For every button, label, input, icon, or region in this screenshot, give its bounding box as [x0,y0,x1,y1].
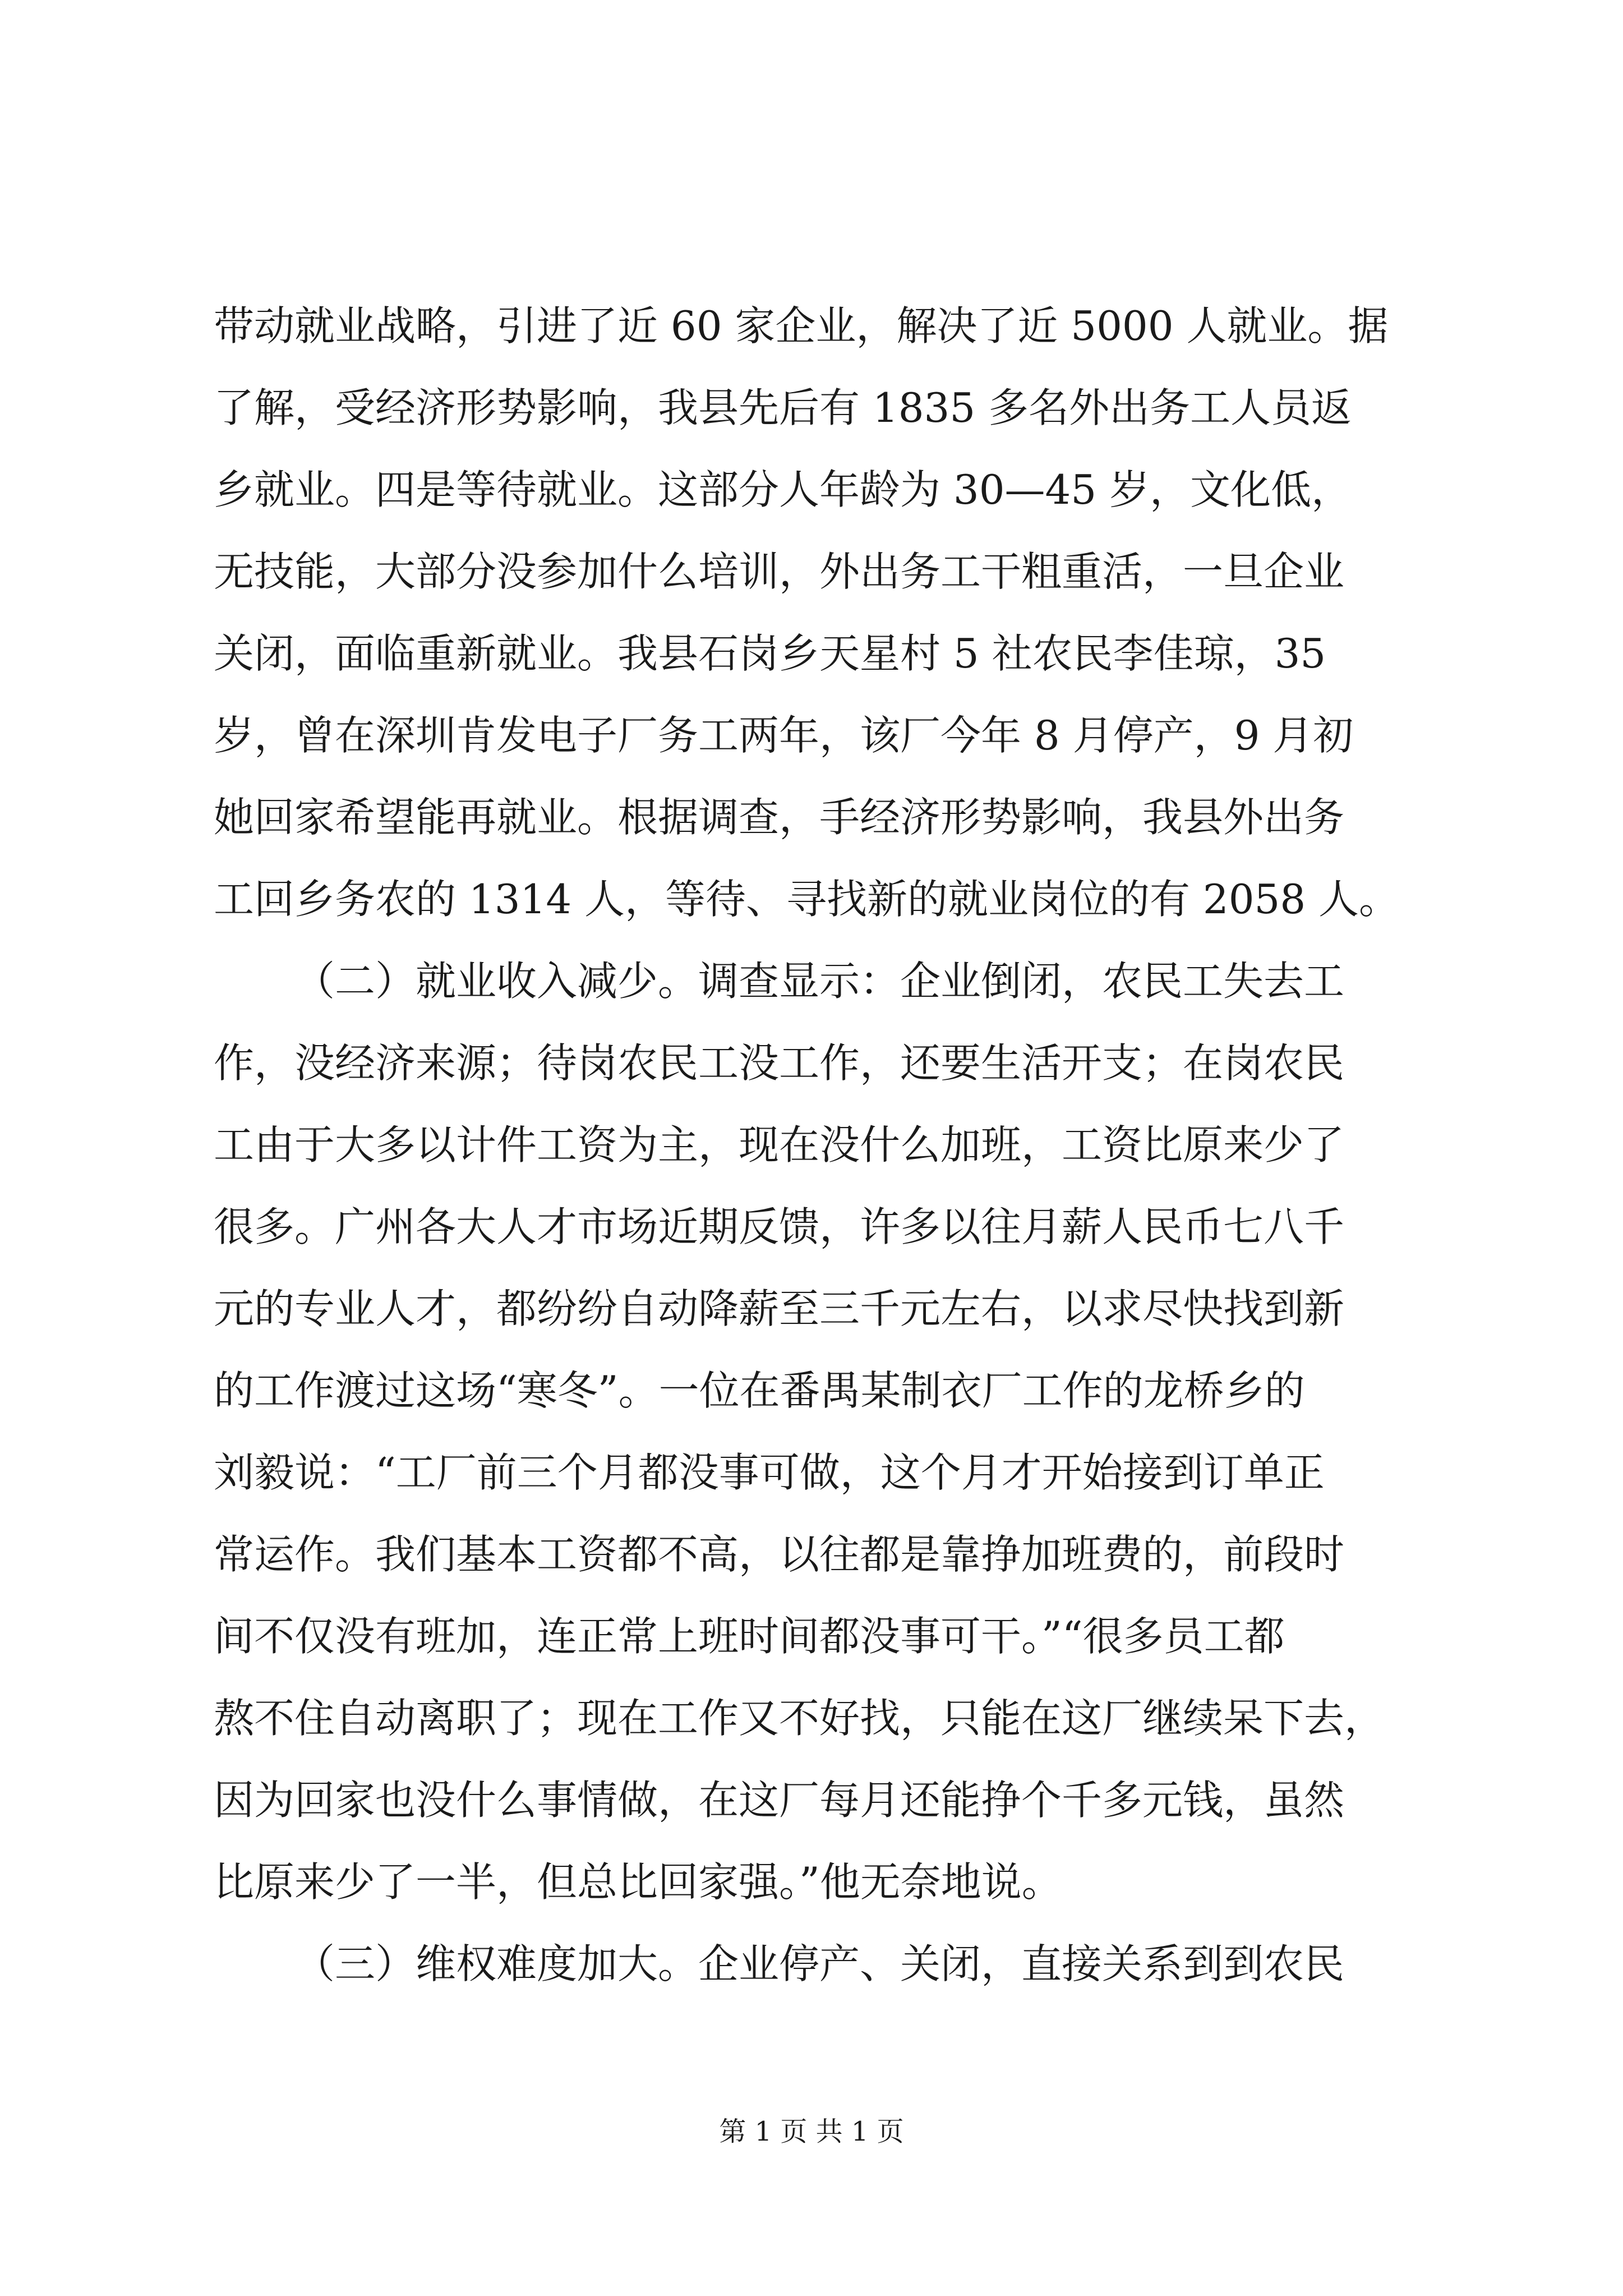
text-line: 刘毅说：“工厂前三个月都没事可做，这个月才开始接到订单正 [214,1449,1325,1496]
text-line: 她回家希望能再就业。根据调查，手经济形势影响，我县外出务 [214,794,1345,841]
paragraph-first-line: （三）维权难度加大。企业停产、关闭，直接关系到到农民 [294,1940,1345,1987]
paragraph-first-line: （二）就业收入减少。调查显示：企业倒闭，农民工失去工 [294,958,1345,1005]
text-line: 工由于大多以计件工资为主，现在没什么加班，工资比原来少了 [214,1121,1345,1168]
text-line: 岁，曾在深圳肯发电子厂务工两年，该厂今年 8 月停产，9 月初 [214,712,1354,759]
text-line: 因为回家也没什么事情做，在这厂每月还能挣个千多元钱，虽然 [214,1777,1345,1824]
text-line: 元的专业人才，都纷纷自动降薪至三千元左右，以求尽快找到新 [214,1285,1345,1332]
text-line: 熬不住自动离职了；现在工作又不好找，只能在这厂继续呆下去， [214,1695,1385,1742]
document-body [214,285,1419,2005]
text-line: 关闭，面临重新就业。我县石岗乡天星村 5 社农民李佳琼，35 [214,630,1326,677]
text-line: 了解，受经济形势影响，我县先后有 1835 多名外出务工人员返 [214,384,1352,431]
text-line: 比原来少了一半，但总比回家强。”他无奈地说。 [214,1858,1062,1906]
text-line: 间不仅没有班加，连正常上班时间都没事可干。”“很多员工都 [214,1613,1285,1660]
text-line: 的工作渡过这场“寒冬”。一位在番禺某制衣厂工作的龙桥乡的 [214,1367,1305,1414]
text-line: 很多。广州各大人才市场近期反馈，许多以往月薪人民币七八千 [214,1203,1345,1250]
text-line: 常运作。我们基本工资都不高，以往都是靠挣加班费的，前段时 [214,1531,1345,1578]
text-line: 工回乡务农的 1314 人，等待、寻找新的就业岗位的有 2058 人。 [214,876,1400,923]
text-line: 作，没经济来源；待岗农民工没工作，还要生活开支；在岗农民 [214,1039,1345,1087]
text-line: 带动就业战略，引进了近 60 家企业，解决了近 5000 人就业。据 [214,302,1389,349]
page-footer: 第 1 页 共 1 页 [719,2116,904,2147]
text-line: 乡就业。四是等待就业。这部分人年龄为 30—45 岁，文化低， [214,466,1352,513]
text-line: 无技能，大部分没参加什么培训，外出务工干粗重活，一旦企业 [214,548,1345,595]
